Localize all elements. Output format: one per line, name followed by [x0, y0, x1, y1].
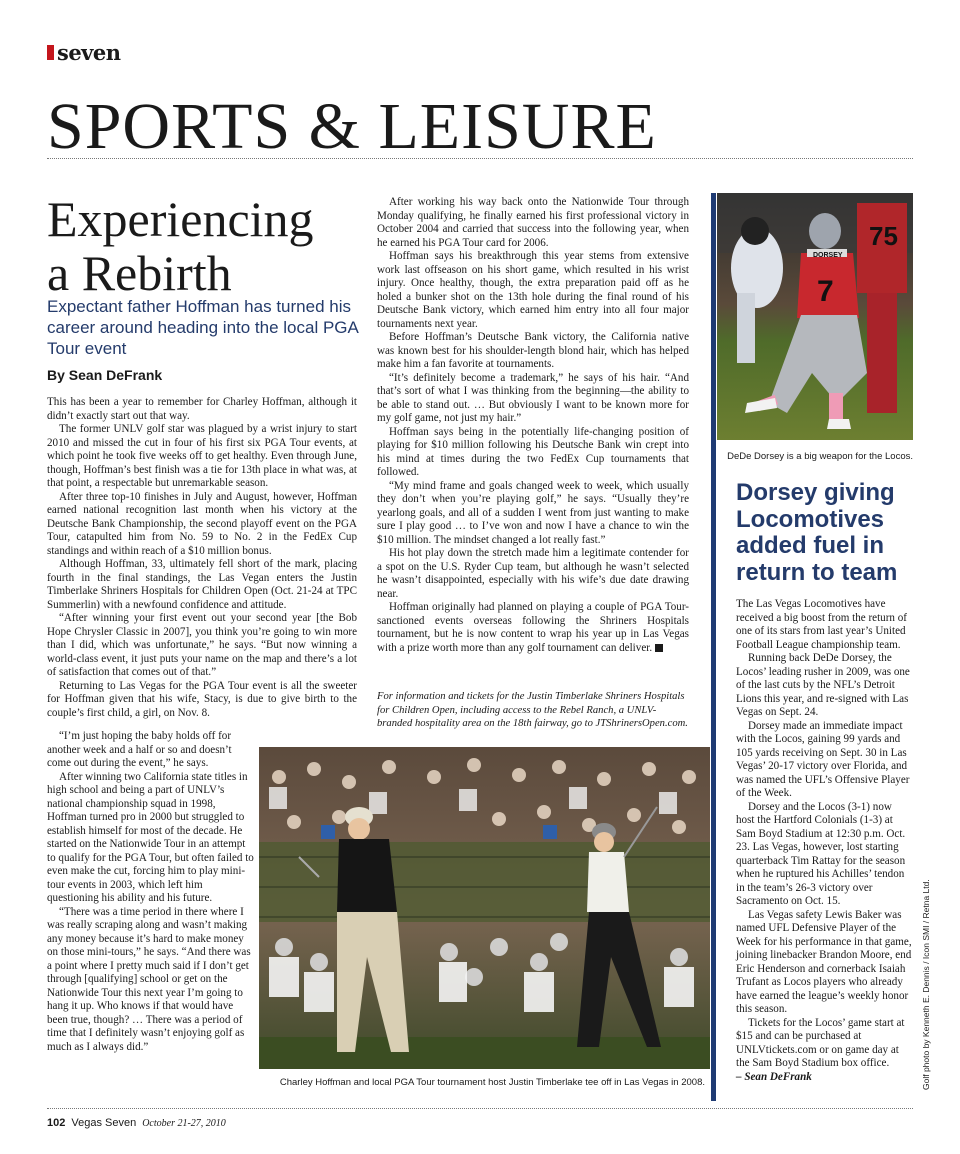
article-byline: By Sean DeFrank — [47, 367, 163, 383]
header-divider — [47, 158, 913, 159]
paragraph: Hoffman says his breakthrough this year stems from extensive work last offseason on his short game, which resulted in his wrist injury. Once healthy, though, the extra preparation paid off as he holed a bunker shot on the 13th hole during the final round of his Deutsche Bank victory, which earned him entry into all four major tournaments next year. — [377, 250, 689, 330]
section-title: SPORTS & LEISURE — [47, 90, 657, 163]
paragraph: Dorsey made an immediate impact with the Locos, gaining 99 yards and 105 yards receiving on Sept. 30 in Las Vegas’ 20-17 victory over Florida, and was named the UFL’s Offensive Player of the Week. — [736, 719, 910, 799]
page-number: 102 — [47, 1117, 66, 1129]
paragraph: After winning two California state titles in high school and being a part of UNLV’s national championship squad in 1998, Hoffman turned pro in 2000 but struggled to establish himself for most of the decade. He started on the Nationwide Tour in an attempt to qualify for the PGA Tour, but often failed to even make the cut, forcing him to play mini-tour events in 2003, which left him questioning his ability and his future. — [47, 770, 254, 904]
paragraph: After working his way back onto the Nationwide Tour through Monday qualifying, he finally earned his first professional victory in October 2004 and carried that success into the following year, when he earned his PGA Tour card for 2006. — [377, 196, 689, 249]
paragraph: His hot play down the stretch made him a legitimate contender for a spot on the U.S. Ryder Cup team, but although he wasn’t selected he wasn’t disappointed, especially with his wife’s due date drawing near. — [377, 547, 689, 600]
paragraph: After three top-10 finishes in July and August, however, Hoffman earned national recognition last month when his victory at the Deutsche Bank Championship, the second playoff event on the PGA Tour, catapulted him from No. 59 to No. 2 in the FedEx Cup standings and within reach of a $10 million bonus. — [47, 490, 357, 557]
paragraph: Las Vegas safety Lewis Baker was named UFL Defensive Player of the Week for his performance in that game, joining linebacker Brandon Moore, end Eric Henderson and cornerback Isaiah Trufant as Locos players who already have earned the league’s weekly honor this season. — [736, 908, 912, 1015]
paragraph: This has been a year to remember for Charley Hoffman, although it didn’t exactly start out that way. — [47, 396, 357, 422]
paragraph — [377, 601, 689, 655]
golf-photo — [259, 747, 710, 1069]
footer-publication: Vegas Seven — [71, 1117, 137, 1129]
football-photo — [717, 193, 913, 440]
article-column-1-bottom — [47, 730, 255, 1054]
photo-credit: Golf photo by Kenneth E. Dennis / Icon SMI / Retna Ltd. — [921, 879, 931, 1090]
paragraph: Tickets for the Locos’ game start at $15 and can be purchased at UNLVtickets.com or on game day at the Sam Boyd Stadium box office. — [736, 1016, 905, 1069]
end-mark-icon — [655, 644, 663, 652]
paragraph: “After winning your first event out your second year [the Bob Hope Chrysler Classic in 2007], you think you’re going to win more than I did, which was unfortunate,” he says. “But now winning a world-class event, it just puts your name on the map and there’s a lot of satisfaction that comes out of that.” — [47, 612, 357, 678]
paragraph: “There was a time period in there where I was really scraping along and wasn’t making any money because it’s hard to make money on those mini-tours,” he says. “And there was a point where I pretty much said if I don’t get through [qualifying] school or get on the Nationwide Tour this next year I’m going to hang it up. Who knows if that would have been true, though? … There was a period of time that I definitely wasn’t enjoying golf as much as I always did.” — [47, 905, 251, 1053]
sidebar-column — [736, 598, 913, 1084]
jersey-number-back: 75 — [869, 221, 898, 251]
sidebar-rule — [711, 193, 716, 1101]
article-column-1-top — [47, 396, 357, 720]
paragraph: Before Hoffman’s Deutsche Bank victory, the California native was known best for his shoulder-length blond hair, which has helped make him a fan favorite at tournaments. — [377, 331, 689, 370]
golf-photo-illustration — [259, 747, 710, 1069]
article-subhead: Expectant father Hoffman has turned his career around heading into the local PGA Tour event — [47, 297, 358, 358]
paragraph: Hoffman says being in the potentially life-changing position of playing for $10 million following his Deutsche Bank win crept into his mind at times during the two FedEx Cup tournaments that followed. — [377, 425, 689, 478]
paragraph: Dorsey and the Locos (3-1) now host the Hartford Colonials (1-3) at Sam Boyd Stadium at 12:30 p.m. Oct. 23. Las Vegas, however, lost starting quarterback Tim Rattay for the season when he ruptured his Achilles’ tendon in the team’s 26-3 victory over Sacramento on Oct. 15. — [736, 800, 906, 907]
footer-date: October 21-27, 2010 — [142, 1118, 226, 1129]
paragraph: “I’m just hoping the baby holds off for another week and a half or so and doesn’t come out during the event,” he says. — [47, 730, 232, 769]
paragraph: “It’s definitely become a trademark,” he says of his hair. “And that’s sort of what I was thinking from the beginning—the ability to be able to stand out. … But obviously I want to be known more for my golf game, not just my hair.” — [377, 371, 689, 424]
sidebar-headline: Dorsey giving Locomotives added fuel in return to team — [736, 479, 898, 586]
info-note: For information and tickets for the Justin Timberlake Shriners Hospitals for Children Open, including access to the Rebel Ranch, a UNLV-branded hospitality area on the 18th fairway, go to JTShrinersOpen.com. — [377, 691, 688, 729]
jersey-number-front: 7 — [817, 275, 834, 308]
paragraph: Returning to Las Vegas for the PGA Tour event is all the sweeter for Hoffman given that his wife, Stacy, is due to give birth to the couple’s first child, a girl, on Nov. 8. — [47, 679, 357, 719]
brand-name: seven — [57, 40, 121, 65]
paragraph-text: Hoffman originally had planned on playing a couple of PGA Tour-sanctioned events overseas following the Shriners Hospitals tournament, but he is now content to wrap his year up in Las Vegas with a prize worth more than any golf tournament can deliver. — [377, 601, 689, 654]
golf-photo-caption: Charley Hoffman and local PGA Tour tournament host Justin Timberlake tee off in Las Vegas in 2008. — [279, 1077, 705, 1088]
paragraph: The former UNLV golf star was plagued by a wrist injury to start 2010 and missed the cut in four of his first six PGA Tour events, at which point he took five weeks off to get healthy. Even through June, though, Hoffman’s best finish was a tie for 13th place in what was, at that point, a respectable but unremarkable season. — [47, 423, 357, 489]
footer-divider — [47, 1108, 913, 1109]
football-photo-caption: DeDe Dorsey is a big weapon for the Locos. — [727, 451, 913, 462]
paragraph: The Las Vegas Locomotives have received a big boost from the return of one of its stars from last year’s United Football League championship team. — [736, 598, 907, 651]
sidebar-byline: – Sean DeFrank — [736, 1070, 812, 1083]
headline-line-2: a Rebirth — [47, 245, 232, 301]
paragraph: Although Hoffman, 33, ultimately fell short of the mark, placing fourth in the final standings, the Las Vegan enters the Justin Timberlake Shriners Hospitals for Children Open (Oct. 21-24 at TPC Summerlin) with a newfound confidence and attitude. — [47, 558, 357, 611]
article-headline — [47, 192, 357, 300]
football-photo-illustration — [717, 193, 913, 440]
brand-accent-bar — [47, 45, 54, 60]
article-column-2 — [377, 196, 689, 655]
paragraph: Running back DeDe Dorsey, the Locos’ leading rusher in 2009, was one of the last cuts by the NFL’s Detroit Lions this year, and re-signed with Las Vegas on Sept. 24. — [736, 652, 910, 718]
jersey-name-bar: DORSEY — [813, 252, 843, 259]
headline-line-1: Experiencing — [47, 191, 314, 247]
page-footer — [47, 1117, 226, 1129]
brand-logo — [47, 42, 121, 63]
paragraph: “My mind frame and goals changed week to week, which usually they don’t when you’re playing golf,” he says. “Usually they’re yearlong goals, and all of a sudden I went from just wanting to make sure I play good … to I’ve won and now I have a chance to win the $10 million. The mindset changed a lot really fast.” — [377, 479, 689, 546]
